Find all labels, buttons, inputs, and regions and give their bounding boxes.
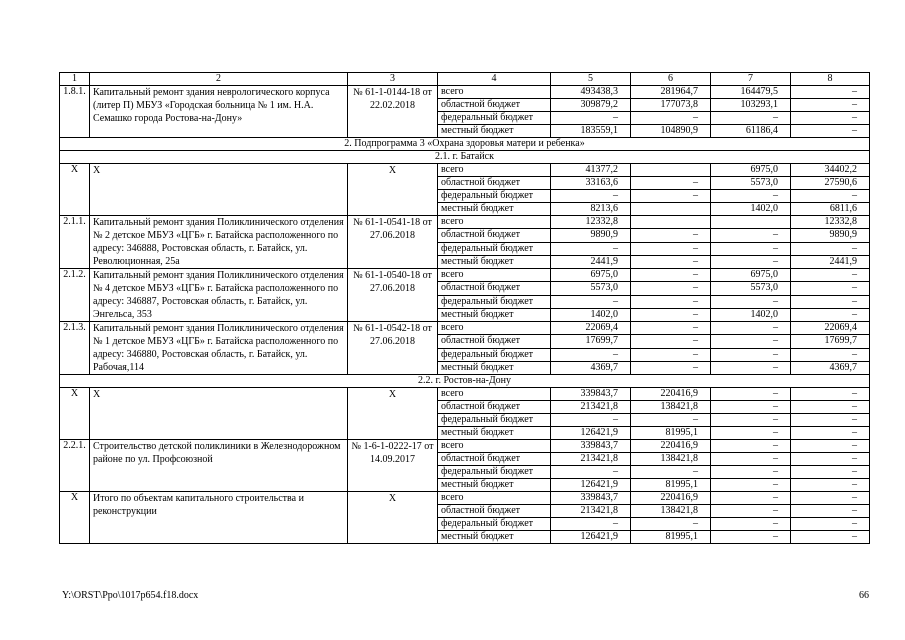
amount-cell: – bbox=[631, 229, 711, 242]
amount-cell: 6975,0 bbox=[711, 269, 791, 282]
amount-cell: 5573,0 bbox=[551, 282, 631, 295]
item-number: 2.2.1. bbox=[60, 440, 90, 492]
item-name: Итого по объектам капитального строительства и реконструкции bbox=[90, 492, 348, 544]
amount-cell: – bbox=[631, 190, 711, 203]
item-document: X bbox=[348, 164, 438, 216]
amount-cell: – bbox=[711, 479, 791, 492]
amount-cell: – bbox=[631, 112, 711, 125]
amount-cell: – bbox=[631, 335, 711, 348]
item-name: Капитальный ремонт здания Поликлинического отделения № 2 детское МБУЗ «ЦГБ» г. Батайска расположенного по адресу: 346888, Ростовская область, г. Батайск, ул. Революционная, 25а bbox=[90, 216, 348, 269]
funding-source: всего bbox=[438, 440, 551, 453]
amount-cell: – bbox=[711, 388, 791, 401]
item-name: Капитальный ремонт здания Поликлинического отделения № 4 детское МБУЗ «ЦГБ» г. Батайска расположенного по адресу: 346887, Ростовская область, г. Батайск, ул. Энгельса, 353 bbox=[90, 269, 348, 322]
table-row bbox=[60, 164, 870, 177]
amount-cell: – bbox=[631, 308, 711, 321]
amount-cell: – bbox=[631, 282, 711, 295]
amount-cell: – bbox=[791, 440, 870, 453]
header-cell: 4 bbox=[438, 73, 551, 86]
amount-cell: – bbox=[711, 348, 791, 361]
item-document: № 61-1-0540-18 от 27.06.2018 bbox=[348, 269, 438, 322]
amount-cell: 1402,0 bbox=[711, 203, 791, 216]
funding-source: местный бюджет bbox=[438, 308, 551, 321]
amount-cell: – bbox=[791, 125, 870, 138]
amount-cell: 81995,1 bbox=[631, 479, 711, 492]
amount-cell: 309879,2 bbox=[551, 99, 631, 112]
funding-source: всего bbox=[438, 86, 551, 99]
budget-table bbox=[59, 72, 870, 544]
item-document: X bbox=[348, 492, 438, 544]
amount-cell: 5573,0 bbox=[711, 282, 791, 295]
funding-source: всего bbox=[438, 322, 551, 335]
amount-cell: 27590,6 bbox=[791, 177, 870, 190]
funding-source: местный бюджет bbox=[438, 255, 551, 268]
table-row bbox=[60, 86, 870, 99]
item-document: № 61-1-0541-18 от 27.06.2018 bbox=[348, 216, 438, 269]
table-row bbox=[60, 216, 870, 229]
amount-cell: 177073,8 bbox=[631, 99, 711, 112]
amount-cell: – bbox=[631, 414, 711, 427]
funding-source: областной бюджет bbox=[438, 99, 551, 112]
item-number: 2.1.2. bbox=[60, 269, 90, 322]
amount-cell: – bbox=[791, 453, 870, 466]
amount-cell: – bbox=[711, 361, 791, 374]
amount-cell: – bbox=[791, 531, 870, 544]
amount-cell: – bbox=[711, 401, 791, 414]
amount-cell: – bbox=[791, 282, 870, 295]
amount-cell: – bbox=[791, 348, 870, 361]
amount-cell: – bbox=[711, 295, 791, 308]
table-row bbox=[60, 322, 870, 335]
table-row bbox=[60, 269, 870, 282]
amount-cell: 81995,1 bbox=[631, 427, 711, 440]
amount-cell bbox=[711, 216, 791, 229]
amount-cell: 138421,8 bbox=[631, 401, 711, 414]
amount-cell: – bbox=[791, 518, 870, 531]
funding-source: местный бюджет bbox=[438, 479, 551, 492]
funding-source: областной бюджет bbox=[438, 177, 551, 190]
amount-cell: – bbox=[551, 414, 631, 427]
amount-cell: – bbox=[631, 518, 711, 531]
amount-cell: – bbox=[711, 466, 791, 479]
funding-source: областной бюджет bbox=[438, 229, 551, 242]
amount-cell bbox=[631, 216, 711, 229]
item-number: 2.1.1. bbox=[60, 216, 90, 269]
amount-cell: 33163,6 bbox=[551, 177, 631, 190]
city-title-bataysk bbox=[60, 151, 870, 164]
amount-cell: – bbox=[711, 505, 791, 518]
funding-source: областной бюджет bbox=[438, 453, 551, 466]
amount-cell: – bbox=[551, 190, 631, 203]
amount-cell: – bbox=[711, 492, 791, 505]
table-row bbox=[60, 388, 870, 401]
amount-cell bbox=[631, 203, 711, 216]
amount-cell: 9890,9 bbox=[551, 229, 631, 242]
header-cell: 2 bbox=[90, 73, 348, 86]
item-name: Капитальный ремонт здания неврологического корпуса (литер П) МБУЗ «Городская больница № 1 им. Н.А. Семашко города Ростова-на-Дону» bbox=[90, 86, 348, 138]
funding-source: всего bbox=[438, 492, 551, 505]
funding-source: федеральный бюджет bbox=[438, 242, 551, 255]
amount-cell: – bbox=[711, 322, 791, 335]
amount-cell: 8213,6 bbox=[551, 203, 631, 216]
item-number: X bbox=[60, 164, 90, 216]
amount-cell: 220416,9 bbox=[631, 492, 711, 505]
header-row bbox=[60, 73, 870, 86]
amount-cell: 164479,5 bbox=[711, 86, 791, 99]
funding-source: всего bbox=[438, 269, 551, 282]
amount-cell: – bbox=[551, 112, 631, 125]
table-row bbox=[60, 492, 870, 505]
funding-source: федеральный бюджет bbox=[438, 112, 551, 125]
amount-cell: 6811,6 bbox=[791, 203, 870, 216]
amount-cell: – bbox=[791, 427, 870, 440]
amount-cell: 183559,1 bbox=[551, 125, 631, 138]
amount-cell: – bbox=[791, 479, 870, 492]
amount-cell: 6975,0 bbox=[551, 269, 631, 282]
item-name: Строительство детской поликлиники в Железнодорожном районе по ул. Профсоюзной bbox=[90, 440, 348, 492]
amount-cell: – bbox=[791, 112, 870, 125]
amount-cell: 2441,9 bbox=[551, 255, 631, 268]
amount-cell: – bbox=[711, 255, 791, 268]
funding-source: федеральный бюджет bbox=[438, 348, 551, 361]
amount-cell: 339843,7 bbox=[551, 388, 631, 401]
funding-source: всего bbox=[438, 388, 551, 401]
amount-cell: 9890,9 bbox=[791, 229, 870, 242]
amount-cell: – bbox=[711, 518, 791, 531]
amount-cell: 17699,7 bbox=[551, 335, 631, 348]
funding-source: местный бюджет bbox=[438, 361, 551, 374]
item-name: Капитальный ремонт здания Поликлинического отделения № 1 детское МБУЗ «ЦГБ» г. Батайска расположенного по адресу: 346880, Ростовская область, г. Батайск, ул. Рабочая,114 bbox=[90, 322, 348, 375]
header-cell: 1 bbox=[60, 73, 90, 86]
amount-cell: 126421,9 bbox=[551, 531, 631, 544]
amount-cell: – bbox=[631, 295, 711, 308]
amount-cell: – bbox=[791, 505, 870, 518]
amount-cell: – bbox=[791, 466, 870, 479]
amount-cell: – bbox=[711, 112, 791, 125]
amount-cell: – bbox=[711, 453, 791, 466]
amount-cell: 213421,8 bbox=[551, 505, 631, 518]
amount-cell: – bbox=[791, 295, 870, 308]
amount-cell: 213421,8 bbox=[551, 453, 631, 466]
amount-cell: 12332,8 bbox=[791, 216, 870, 229]
amount-cell: 12332,8 bbox=[551, 216, 631, 229]
amount-cell: – bbox=[631, 361, 711, 374]
item-document: № 61-1-0144-18 от 22.02.2018 bbox=[348, 86, 438, 138]
amount-cell: 126421,9 bbox=[551, 427, 631, 440]
header-cell: 3 bbox=[348, 73, 438, 86]
funding-source: местный бюджет bbox=[438, 531, 551, 544]
amount-cell: – bbox=[711, 229, 791, 242]
amount-cell: – bbox=[711, 440, 791, 453]
funding-source: всего bbox=[438, 216, 551, 229]
item-name: X bbox=[90, 164, 348, 216]
amount-cell: 4369,7 bbox=[791, 361, 870, 374]
amount-cell: – bbox=[791, 242, 870, 255]
subprogram-title-cell: 2. Подпрограмма 3 «Охрана здоровья матери и ребенка» bbox=[60, 138, 870, 151]
item-number: X bbox=[60, 388, 90, 440]
amount-cell: 22069,4 bbox=[791, 322, 870, 335]
city-title-bataysk-cell: 2.1. г. Батайск bbox=[60, 151, 870, 164]
amount-cell: 138421,8 bbox=[631, 453, 711, 466]
amount-cell: – bbox=[551, 518, 631, 531]
amount-cell: 339843,7 bbox=[551, 440, 631, 453]
amount-cell: 61186,4 bbox=[711, 125, 791, 138]
header-cell: 8 bbox=[791, 73, 870, 86]
amount-cell: – bbox=[791, 99, 870, 112]
amount-cell: – bbox=[711, 427, 791, 440]
amount-cell: – bbox=[631, 348, 711, 361]
funding-source: областной бюджет bbox=[438, 401, 551, 414]
funding-source: местный бюджет bbox=[438, 125, 551, 138]
item-document: X bbox=[348, 388, 438, 440]
amount-cell: – bbox=[631, 466, 711, 479]
amount-cell: 5573,0 bbox=[711, 177, 791, 190]
amount-cell: – bbox=[551, 295, 631, 308]
item-number: 2.1.3. bbox=[60, 322, 90, 375]
item-number: X bbox=[60, 492, 90, 544]
amount-cell: – bbox=[631, 242, 711, 255]
amount-cell: 1402,0 bbox=[551, 308, 631, 321]
amount-cell: – bbox=[791, 308, 870, 321]
funding-source: федеральный бюджет bbox=[438, 466, 551, 479]
amount-cell: 339843,7 bbox=[551, 492, 631, 505]
amount-cell: – bbox=[791, 86, 870, 99]
amount-cell: 34402,2 bbox=[791, 164, 870, 177]
funding-source: местный бюджет bbox=[438, 427, 551, 440]
funding-source: федеральный бюджет bbox=[438, 190, 551, 203]
footer-page-number: 66 bbox=[859, 590, 869, 601]
amount-cell: 1402,0 bbox=[711, 308, 791, 321]
amount-cell: 493438,3 bbox=[551, 86, 631, 99]
amount-cell: – bbox=[711, 335, 791, 348]
amount-cell: 2441,9 bbox=[791, 255, 870, 268]
funding-source: местный бюджет bbox=[438, 203, 551, 216]
amount-cell: 126421,9 bbox=[551, 479, 631, 492]
item-number: 1.8.1. bbox=[60, 86, 90, 138]
table-row bbox=[60, 440, 870, 453]
header-cell: 6 bbox=[631, 73, 711, 86]
amount-cell: 41377,2 bbox=[551, 164, 631, 177]
amount-cell: 4369,7 bbox=[551, 361, 631, 374]
amount-cell: – bbox=[711, 190, 791, 203]
footer-file-path: Y:\ORST\Ppo\1017p654.f18.docx bbox=[62, 590, 199, 601]
funding-source: федеральный бюджет bbox=[438, 518, 551, 531]
amount-cell: – bbox=[711, 414, 791, 427]
amount-cell: 220416,9 bbox=[631, 440, 711, 453]
funding-source: федеральный бюджет bbox=[438, 414, 551, 427]
item-name: X bbox=[90, 388, 348, 440]
amount-cell: – bbox=[631, 255, 711, 268]
amount-cell: – bbox=[791, 388, 870, 401]
amount-cell: – bbox=[631, 322, 711, 335]
amount-cell: – bbox=[631, 177, 711, 190]
item-document: № 61-1-0542-18 от 27.06.2018 bbox=[348, 322, 438, 375]
amount-cell bbox=[631, 164, 711, 177]
amount-cell: – bbox=[551, 242, 631, 255]
amount-cell: – bbox=[791, 269, 870, 282]
amount-cell: 104890,9 bbox=[631, 125, 711, 138]
funding-source: областной бюджет bbox=[438, 505, 551, 518]
amount-cell: – bbox=[551, 348, 631, 361]
amount-cell: 103293,1 bbox=[711, 99, 791, 112]
amount-cell: – bbox=[711, 242, 791, 255]
amount-cell: 138421,8 bbox=[631, 505, 711, 518]
amount-cell: – bbox=[551, 466, 631, 479]
amount-cell: 213421,8 bbox=[551, 401, 631, 414]
amount-cell: 81995,1 bbox=[631, 531, 711, 544]
city-title-rostov bbox=[60, 375, 870, 388]
amount-cell: – bbox=[791, 190, 870, 203]
amount-cell: – bbox=[711, 531, 791, 544]
header-cell: 7 bbox=[711, 73, 791, 86]
funding-source: областной бюджет bbox=[438, 282, 551, 295]
amount-cell: – bbox=[791, 414, 870, 427]
funding-source: областной бюджет bbox=[438, 335, 551, 348]
amount-cell: 6975,0 bbox=[711, 164, 791, 177]
amount-cell: 22069,4 bbox=[551, 322, 631, 335]
amount-cell: – bbox=[791, 401, 870, 414]
header-cell: 5 bbox=[551, 73, 631, 86]
funding-source: всего bbox=[438, 164, 551, 177]
city-title-rostov-cell: 2.2. г. Ростов-на-Дону bbox=[60, 375, 870, 388]
amount-cell: 281964,7 bbox=[631, 86, 711, 99]
item-document: № 1-6-1-0222-17 от 14.09.2017 bbox=[348, 440, 438, 492]
subprogram-title bbox=[60, 138, 870, 151]
amount-cell: 220416,9 bbox=[631, 388, 711, 401]
amount-cell: – bbox=[631, 269, 711, 282]
amount-cell: – bbox=[791, 492, 870, 505]
funding-source: федеральный бюджет bbox=[438, 295, 551, 308]
amount-cell: 17699,7 bbox=[791, 335, 870, 348]
